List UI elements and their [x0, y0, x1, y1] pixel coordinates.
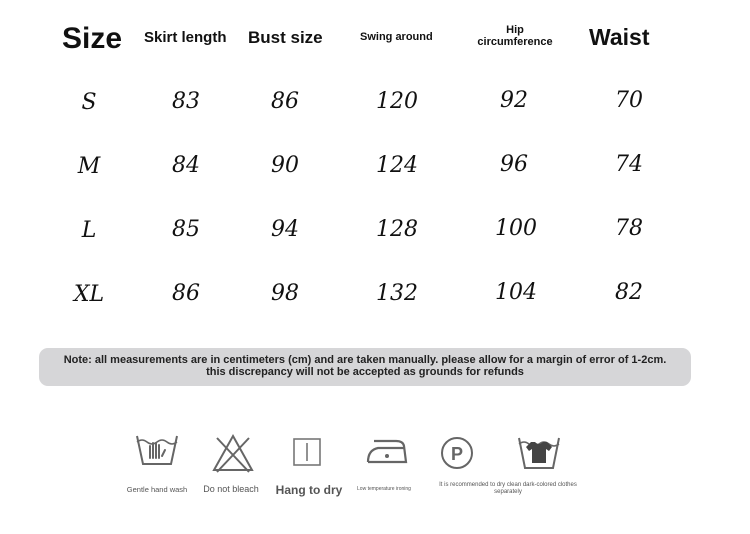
hand-wash-icon	[134, 430, 180, 470]
table-cell: 74	[615, 152, 643, 177]
measurement-note	[39, 348, 691, 386]
table-cell: 84	[172, 153, 200, 178]
table-cell: 86	[172, 281, 200, 306]
table-cell: 85	[172, 217, 200, 242]
care-label-hand-wash: Gentle hand wash	[126, 485, 188, 494]
table-cell: 128	[376, 217, 418, 242]
table-cell: 104	[495, 280, 537, 305]
table-cell: M	[77, 154, 101, 179]
table-cell: XL	[73, 282, 105, 307]
table-cell: 120	[376, 89, 418, 114]
care-label-no-bleach: Do not bleach	[203, 484, 259, 494]
note-line-2: this discrepancy will not be accepted as grounds for refunds	[206, 366, 524, 378]
care-label-low-iron: Low temperature ironing	[357, 486, 411, 492]
table-cell: 132	[376, 281, 418, 306]
table-cell: 70	[615, 88, 643, 113]
table-cell: 96	[500, 152, 528, 177]
table-cell: 92	[500, 88, 528, 113]
table-cell: 124	[376, 153, 418, 178]
table-cell: 83	[172, 89, 200, 114]
table-cell: 82	[615, 280, 643, 305]
table-cell: L	[81, 218, 97, 243]
table-cell: 90	[271, 153, 299, 178]
care-label-hang-dry: Hang to dry	[275, 483, 343, 497]
header-bust-size: Bust size	[248, 28, 323, 47]
hang-dry-icon	[292, 437, 322, 467]
header-size: Size	[62, 22, 123, 55]
header-waist: Waist	[589, 24, 650, 50]
table-cell: 98	[271, 281, 299, 306]
table-cell: 100	[495, 216, 537, 241]
table-cell: 86	[271, 89, 299, 114]
no-bleach-icon	[211, 432, 255, 474]
header-swing-around: Swing around	[360, 31, 433, 43]
header-hip-circumference: Hip circumference	[477, 24, 553, 48]
dry-clean-icon	[440, 436, 474, 470]
low-iron-icon	[360, 436, 410, 466]
table-cell: 94	[271, 217, 299, 242]
header-skirt-length: Skirt length	[144, 29, 227, 46]
shirt-wash-icon	[516, 432, 562, 472]
care-label-dry-clean: It is recommended to dry clean dark-colored clothes separately	[439, 482, 577, 495]
note-line-1: Note: all measurements are in centimeters (cm) and are taken manually. please allow for a margin of error of 1-2cm.	[63, 354, 667, 366]
table-cell: 78	[615, 216, 643, 241]
svg-text:P: P	[450, 444, 464, 464]
table-cell: S	[81, 90, 97, 115]
